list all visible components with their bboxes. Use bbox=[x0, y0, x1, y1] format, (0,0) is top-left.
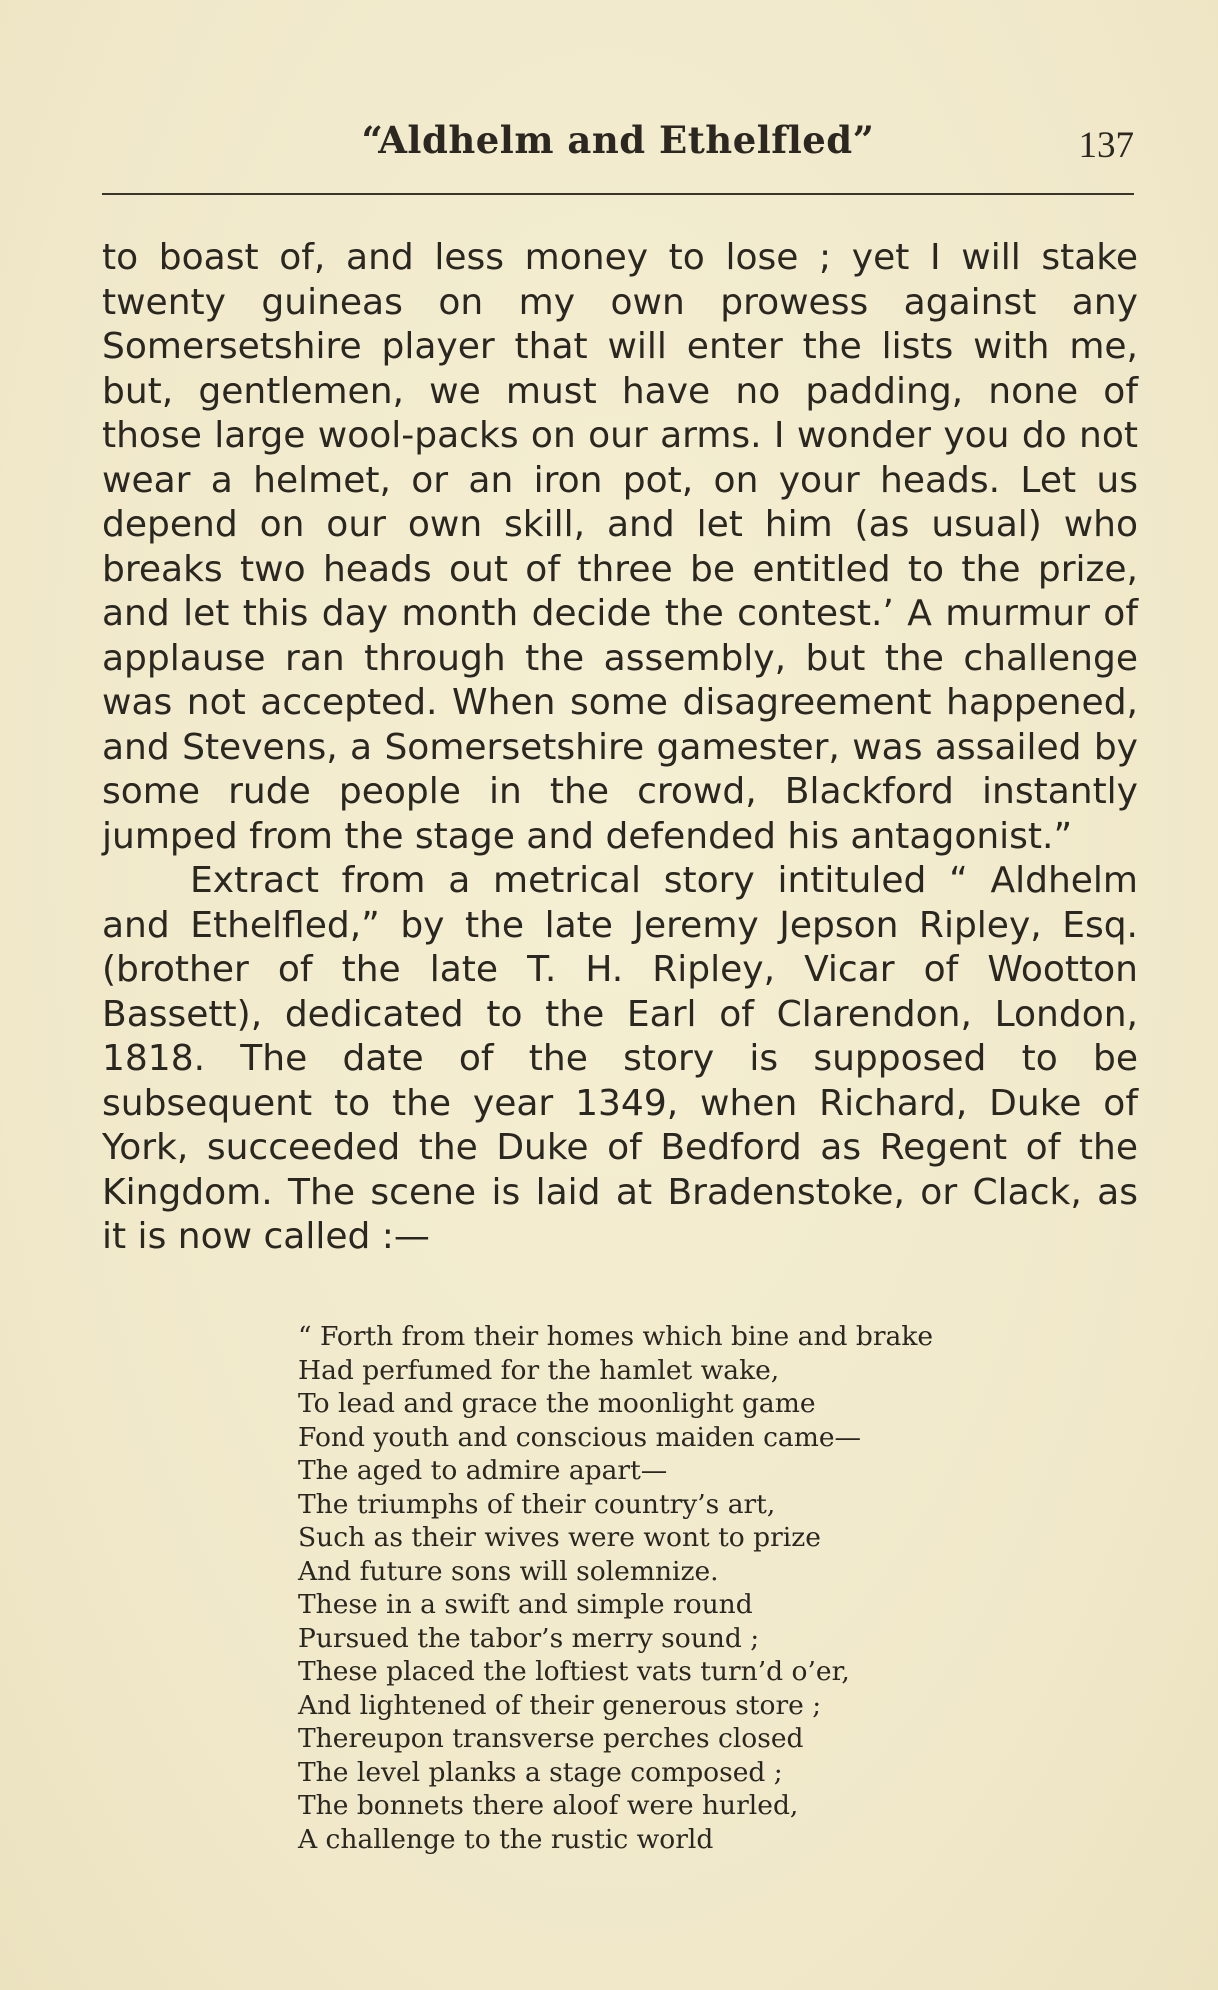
poem-line: The triumphs of their country’s art, bbox=[298, 1488, 776, 1520]
poem-line: Pursued the tabor’s merry sound ; bbox=[298, 1622, 760, 1654]
poem-line: These placed the loftiest vats turn’d o’er, bbox=[298, 1656, 850, 1687]
poem-line: A challenge to the rustic world bbox=[298, 1823, 714, 1855]
poem-line: These in a swift and simple round bbox=[298, 1589, 753, 1620]
paragraph-1: to boast of, and less money to lose ; yet I will stake twenty guineas on my own prowess against any Somersetshire player that will enter the lists with me, but, gentlemen, we must have no padding, none of those large wool-packs on our arms. I wonder you do not wear a helmet, or an iron pot, on your heads. Let us depend on our own skill, and let him (as usual) who breaks two heads out of three be entitled to the prize, and let this day month decide the contest.’ A murmur of applause ran through the assembly, but the challenge was not accepted. When some disagreement happened, and Stevens, a Somersetshire gamester, was assailed by some rude people in the crowd, Blackford instantly jumped from the stage and defended his antagonist.” bbox=[102, 237, 1138, 857]
page-header bbox=[102, 118, 1134, 178]
body-text bbox=[102, 236, 1138, 1260]
poem-line: Fond youth and conscious maiden came— bbox=[298, 1421, 862, 1453]
poem-line: The bonnets there aloof were hurled, bbox=[298, 1790, 799, 1821]
header-rule bbox=[102, 193, 1134, 195]
poem-line: And future sons will solemnize. bbox=[298, 1555, 719, 1587]
running-title: “Aldhelm and Ethelfled” bbox=[361, 118, 875, 162]
poem-line: To lead and grace the moonlight game bbox=[298, 1388, 816, 1419]
paragraph-2: Extract from a metrical story intituled “ Aldhelm and Ethelfled,” by the late Jeremy Jepson Ripley, Esq. (brother of the late T. H. Ripley, Vicar of Wootton Bassett), dedicated to the Earl of Clarendon, London, 1818. The date of the story is supposed to be subsequent to the year 1349, when Richard, Duke of York, succeeded the Duke of Bedford as Regent of the Kingdom. The scene is laid at Bradenstoke, or Clack, as it is now called :— bbox=[102, 860, 1138, 1257]
poem-line: The aged to admire apart— bbox=[298, 1455, 668, 1486]
poem-line: And lightened of their generous store ; bbox=[298, 1689, 822, 1721]
poem-line: Had perfumed for the hamlet wake, bbox=[298, 1354, 780, 1386]
page-number: 137 bbox=[1078, 125, 1134, 166]
poem-line: “ Forth from their homes which bine and brake bbox=[298, 1321, 934, 1352]
poem-excerpt bbox=[298, 1320, 933, 1856]
poem-line: Thereupon transverse perches closed bbox=[298, 1723, 804, 1754]
poem-line: The level planks a stage composed ; bbox=[298, 1756, 783, 1788]
poem-line: Such as their wives were wont to prize bbox=[298, 1522, 821, 1553]
